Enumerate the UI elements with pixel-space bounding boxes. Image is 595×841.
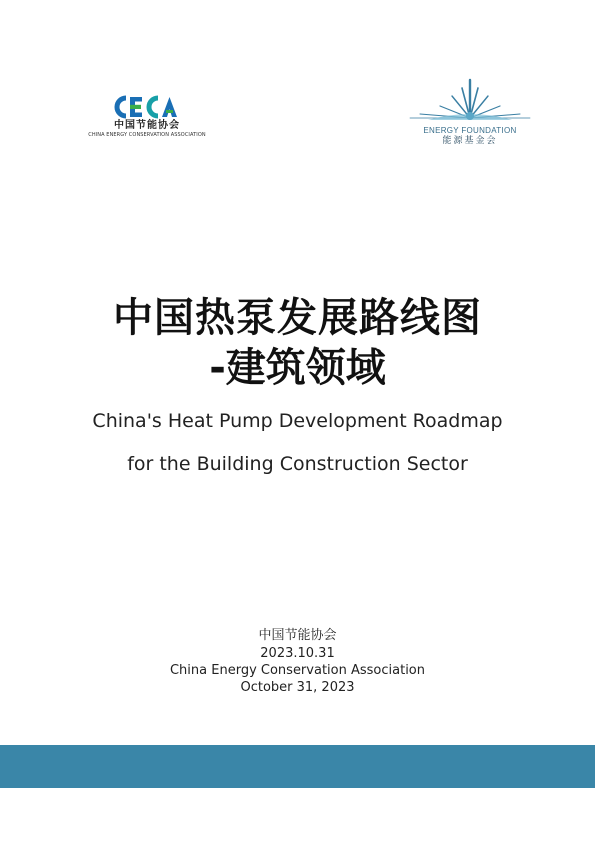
ceca-wordmark-icon	[112, 94, 182, 120]
publish-date-numeric: 2023.10.31	[260, 646, 335, 661]
publisher-name-en: China Energy Conservation Association	[169, 663, 425, 678]
ceca-logo	[82, 94, 212, 150]
starburst-icon	[408, 78, 532, 122]
footer-band	[0, 745, 595, 788]
energy-foundation-logo	[408, 78, 532, 152]
ceca-name-cn: 中国节能协会	[114, 120, 180, 131]
ceca-name-en: CHINA ENERGY CONSERVATION ASSOCIATION	[88, 132, 206, 138]
energy-foundation-name-en: ENERGY FOUNDATION	[423, 126, 517, 135]
title-en-line2: for the Building Construction Sector	[127, 453, 468, 475]
title-cn-line1: 中国热泵发展路线图	[113, 295, 482, 341]
title-en-line1: China's Heat Pump Development Roadmap	[92, 410, 503, 432]
title-cn-line2: -建筑领域	[209, 345, 386, 391]
publish-date-long: October 31, 2023	[240, 680, 355, 695]
energy-foundation-name-cn: 能源基金会	[442, 136, 498, 146]
publisher-name-cn: 中国节能协会	[258, 628, 337, 643]
